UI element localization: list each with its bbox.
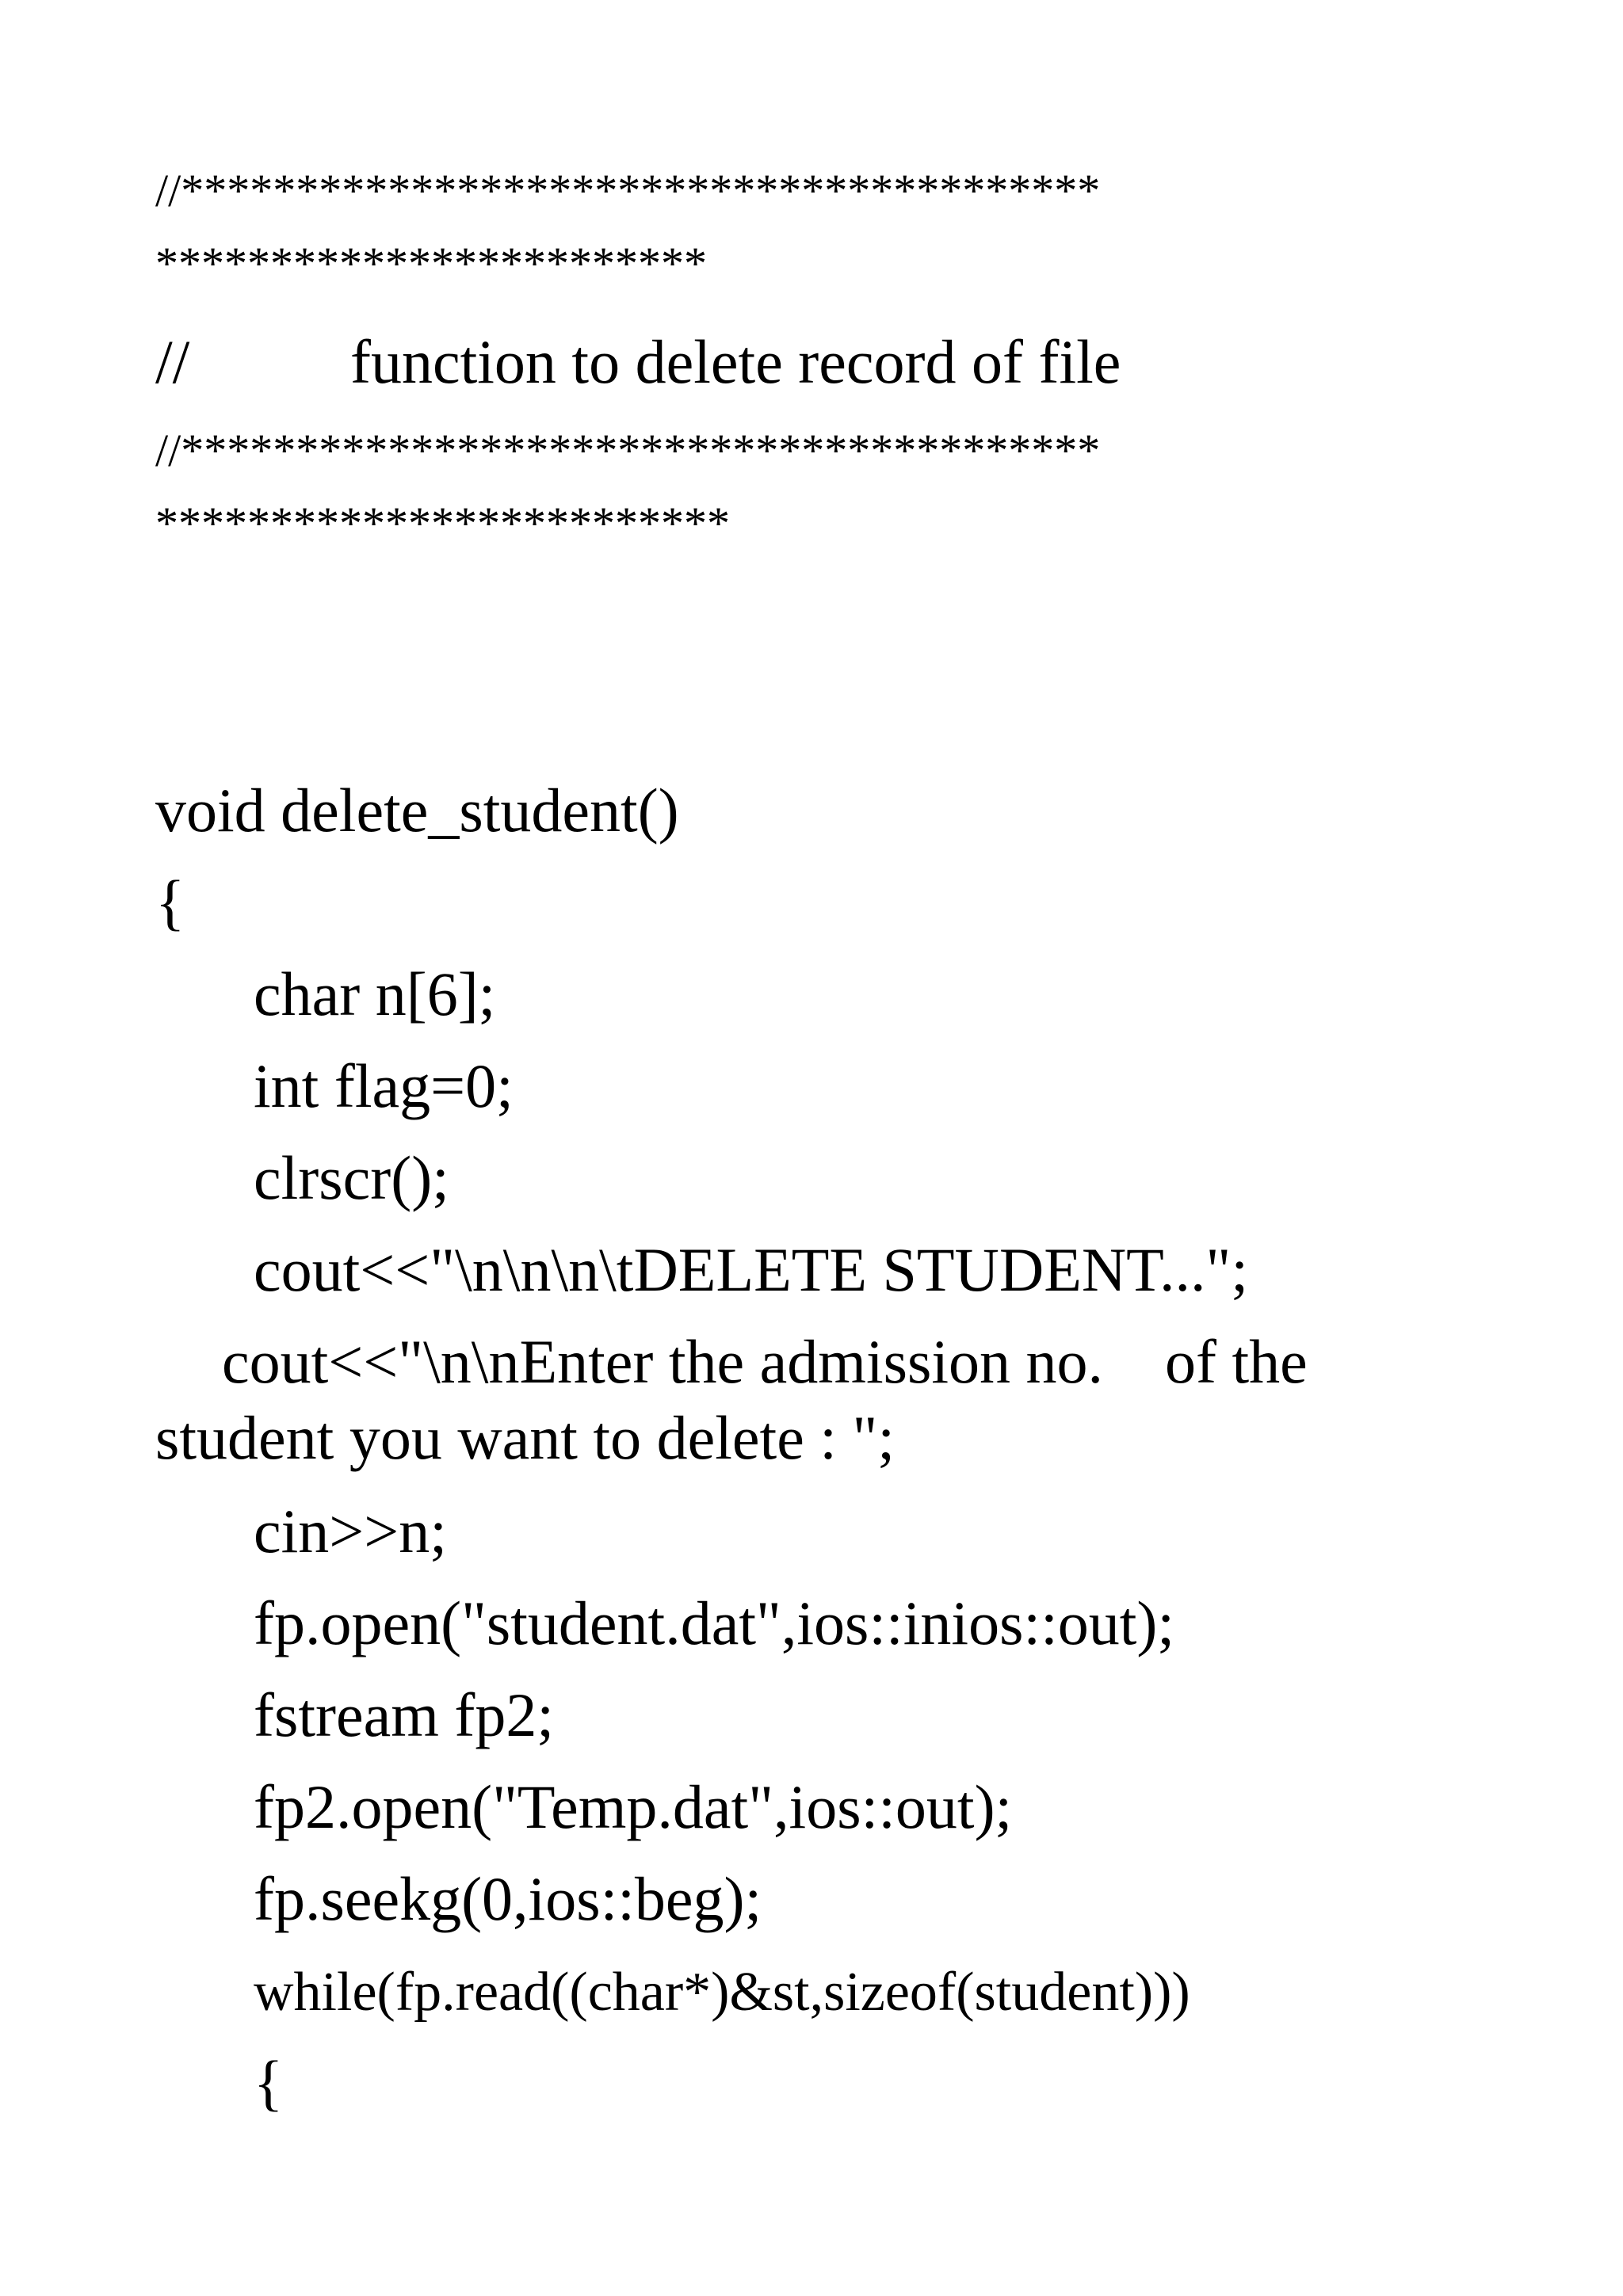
comment-title-text: function to delete record of file [350,327,1121,396]
code-line: fp.seekg(0,ios::beg); [254,1864,762,1933]
code-line: fstream fp2; [254,1680,555,1749]
code-line: while(fp.read((char*)&st,sizeof(student))) [254,1962,1190,2023]
comment-border-bottom-1: //**************************************** [155,425,1101,476]
code-line: { [254,2048,284,2117]
code-line: { [155,868,185,936]
code-line: student you want to delete : "; [155,1403,895,1472]
comment-border-bottom-2: ************************* [155,498,730,549]
code-line: cout<<"\n\nEnter the admission no. of the [222,1327,1308,1396]
code-line: cout<<"\n\n\n\tDELETE STUDENT..."; [254,1235,1249,1304]
code-line: clrscr(); [254,1143,449,1212]
comment-border-top-1: //**************************************** [155,165,1101,216]
comment-title-prefix: // [155,327,190,396]
comment-border-top-2: ************************ [155,238,707,289]
code-line: fp.open("student.dat",ios::inios::out); [254,1589,1175,1657]
code-line: int flag=0; [254,1051,514,1120]
code-line: cin>>n; [254,1497,447,1566]
code-line: void delete_student() [155,776,679,845]
code-line: fp2.open("Temp.dat",ios::out); [254,1772,1013,1841]
code-line: char n[6]; [254,959,496,1028]
